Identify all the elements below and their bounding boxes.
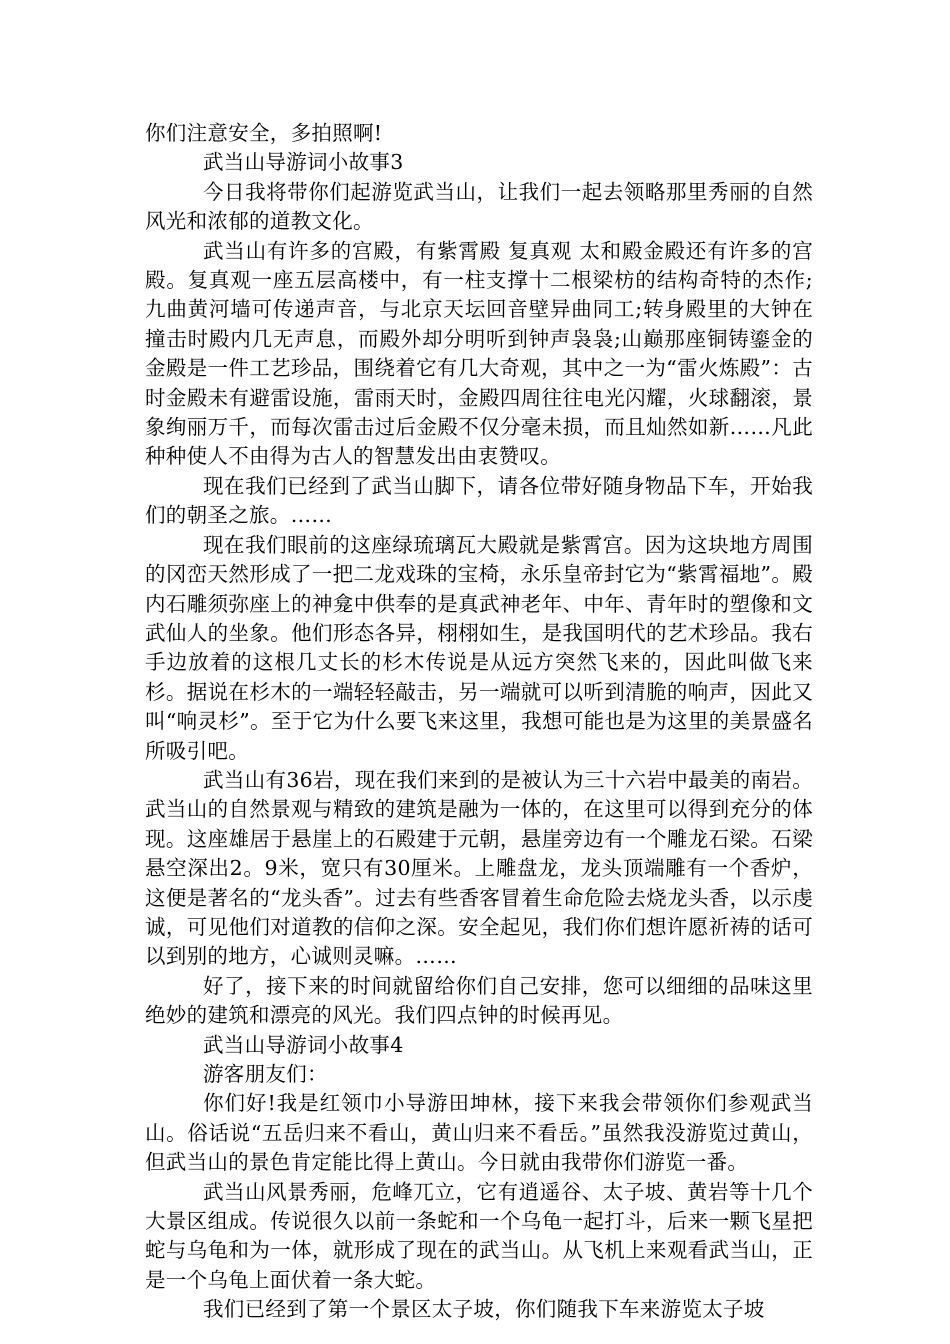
section-heading: 武当山导游词小故事3 (203, 150, 404, 175)
paragraph: 你们好!我是红领巾小导游田坤林，接下来我会带领你们参观武当山。俗话说“五岳归来不看山，黄山归来不看岳。”虽然我没游览过黄山，但武当山的景色肯定能比得上黄山。今日就由我带你们游览一番。 (145, 1091, 813, 1175)
paragraph: 武当山风景秀丽，危峰兀立，它有逍遥谷、太子坡、黄岩等十几个大景区组成。传说很久以前一条蛇和一个乌龟一起打斗，后来一颗飞星把蛇与乌龟和为一体，就形成了现在的武当山。从飞机上来观看武当山，正是一个乌龟上面伏着一条大蛇。 (145, 1179, 813, 1292)
paragraph: 我们已经到了第一个景区太子坡，你们随我下车来游览太子坡 (203, 1297, 765, 1322)
paragraph: 好了，接下来的时间就留给你们自己安排，您可以细细的品味这里绝妙的建筑和漂亮的风光。我们四点钟的时候再见。 (145, 973, 813, 1028)
paragraph: 武当山有36岩，现在我们来到的是被认为三十六岩中最美的南岩。武当山的自然景观与精致的建筑是融为一体的，在这里可以得到充分的体现。这座雄居于悬崖上的石殿建于元朝，悬崖旁边有一个雕龙石梁。石梁悬空深出2。9米，宽只有30厘米。上雕盘龙，龙头顶端雕有一个香炉，这便是著名的“龙头香”。过去有些香客冒着生命危险去烧龙头香，以示虔诚，可见他们对道教的信仰之深。安全起见，我们你们想许愿祈祷的话可以到别的地方，心诚则灵嘛。…… (145, 767, 813, 969)
paragraph: 现在我们眼前的这座绿琉璃瓦大殿就是紫霄宫。因为这块地方周围的冈峦天然形成了一把二龙戏珠的宝椅，永乐皇帝封它为“紫霄福地”。殿内石雕须弥座上的神龛中供奉的是真武神老年、中年、青年时的塑像和文武仙人的坐象。他们形态各异，栩栩如生，是我国明代的艺术珍品。我右手边放着的这根几丈长的杉木传说是从远方突然飞来的，因此叫做飞来杉。据说在杉木的一端轻轻敲击，另一端就可以听到清脆的响声，因此又叫“响灵杉”。至于它为什么要飞来这里，我想可能也是为这里的美景盛名所吸引吧。 (145, 532, 813, 763)
paragraph: 今日我将带你们起游览武当山，让我们一起去领略那里秀丽的自然风光和浓郁的道教文化。 (145, 179, 813, 234)
document-body (145, 119, 813, 1325)
section-heading: 武当山导游词小故事4 (203, 1032, 404, 1057)
paragraph: 现在我们已经到了武当山脚下，请各位带好随身物品下车，开始我们的朝圣之旅。…… (145, 473, 813, 528)
paragraph: 武当山有许多的宫殿，有紫霄殿 复真观 太和殿金殿还有许多的宫殿。复真观一座五层高楼中，有一柱支撑十二根梁枋的结构奇特的杰作;九曲黄河墙可传递声音，与北京天坛回音壁异曲同工;转身殿里的大钟在撞击时殿内几无声息，而殿外却分明听到钟声袅袅;山巅那座铜铸鎏金的金殿是一件工艺珍品，围绕着它有几大奇观，其中之一为“雷火炼殿”：古时金殿未有避雷设施，雷雨天时，金殿四周往往电光闪耀，火球翻滚，景象绚丽万千，而每次雷击过后金殿不仅分毫未损，而且灿然如新……凡此种种使人不由得为古人的智慧发出由衷赞叹。 (145, 238, 813, 469)
paragraph: 游客朋友们： (203, 1062, 328, 1086)
paragraph: 你们注意安全，多拍照啊! (145, 121, 383, 145)
